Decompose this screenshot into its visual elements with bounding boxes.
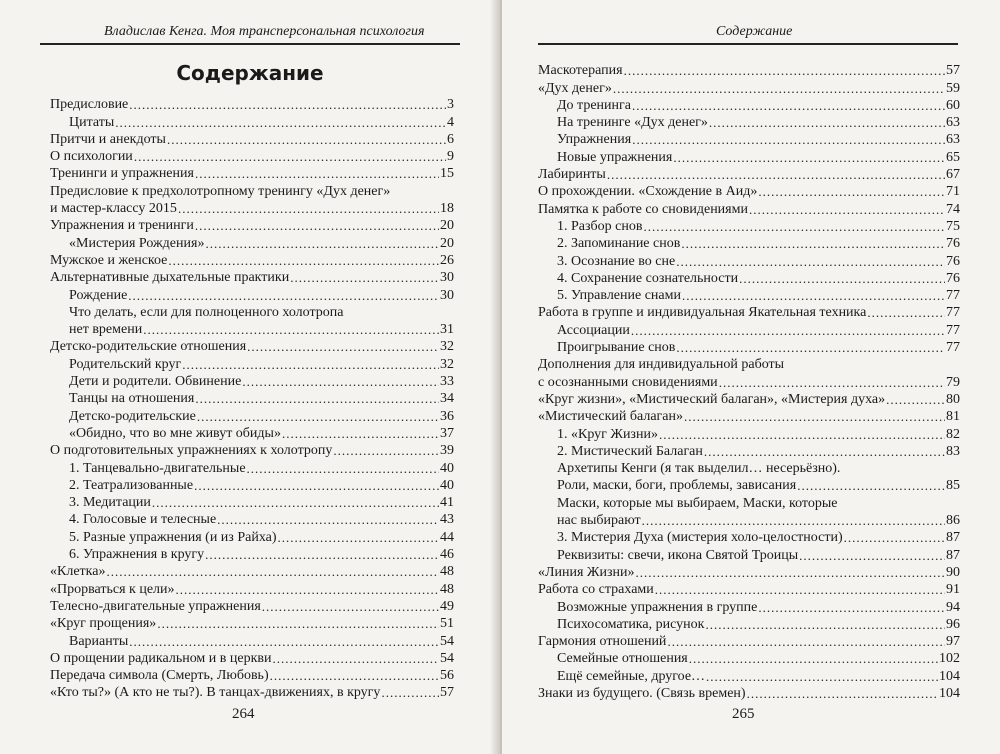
toc-entry-title: Психосоматика, рисунок — [557, 616, 705, 632]
toc-entry — [50, 286, 454, 303]
toc-leader-dots — [176, 581, 439, 598]
toc-leader-dots — [799, 547, 945, 564]
toc-entry-title: Предисловие к предхолотропному тренингу «Дух денег» — [50, 183, 391, 199]
toc-leader-dots — [886, 391, 945, 408]
toc-leader-dots — [178, 200, 439, 217]
toc-entry — [50, 442, 454, 459]
toc-entry-title: Рождение — [69, 287, 128, 303]
toc-entry-title: Детско-родительские отношения — [50, 339, 247, 355]
toc-leader-dots — [129, 96, 446, 113]
toc-entry-title: Лабиринты — [538, 167, 606, 183]
toc-entry — [50, 580, 454, 597]
toc-leader-dots — [205, 235, 439, 252]
toc-entry — [538, 321, 960, 338]
toc-entry-title: нас выбирают — [557, 513, 641, 529]
toc-entry-title: 2. Мистический Балаган — [557, 443, 703, 459]
toc-entry — [50, 113, 454, 130]
toc-entry-title: Проигрывание снов — [557, 340, 676, 356]
toc-entry — [50, 182, 454, 199]
toc-entry — [538, 356, 960, 373]
toc-leader-dots — [247, 460, 439, 477]
toc-entry-page: 18 — [440, 201, 454, 217]
toc-entry — [50, 494, 454, 511]
toc-entry-title: Телесно-двигательные упражнения — [50, 598, 261, 614]
toc-leader-dots — [705, 616, 945, 633]
toc-leader-dots — [758, 183, 945, 200]
toc-entry — [50, 217, 454, 234]
toc-entry-title: Ещё семейные, другое… — [557, 668, 706, 684]
toc-entry-page: 86 — [946, 513, 960, 529]
toc-entry — [538, 252, 960, 269]
toc-entry-page: 63 — [946, 115, 960, 131]
toc-entry — [50, 200, 454, 217]
toc-entry — [538, 114, 960, 131]
toc-entry-page: 43 — [440, 512, 454, 528]
toc-entry-page: 44 — [440, 529, 454, 545]
toc-entry-title: 5. Разные упражнения (и из Райха) — [69, 529, 277, 545]
toc-entry — [538, 97, 960, 114]
toc-entry — [50, 546, 454, 563]
toc-entry-page: 87 — [946, 530, 960, 546]
toc-entry-page: 4 — [447, 114, 454, 130]
toc-entry-title: Мужское и женское — [50, 252, 168, 268]
toc-leader-dots — [270, 667, 439, 684]
toc-entry — [538, 304, 960, 321]
toc-entry-title: Родительский круг — [69, 356, 182, 372]
toc-entry-page: 31 — [440, 322, 454, 338]
toc-entry-title: Реквизиты: свечи, икона Святой Троицы — [557, 547, 799, 563]
toc-entry-title: Цитаты — [69, 114, 115, 130]
toc-entry-title: Притчи и анекдоты — [50, 131, 166, 147]
toc-entry — [538, 512, 960, 529]
toc-entry-page: 57 — [440, 685, 454, 701]
toc-leader-dots — [635, 564, 945, 581]
toc-entry-page: 3 — [447, 97, 454, 113]
toc-entry-page: 6 — [447, 131, 454, 147]
header-rule-right — [538, 43, 958, 45]
toc-entry — [50, 528, 454, 545]
toc-entry-title: Предисловие — [50, 97, 129, 113]
toc-leader-dots — [205, 546, 439, 563]
toc-leader-dots — [278, 529, 439, 546]
toc-entry-title: с осознанными сновидениями — [538, 374, 718, 390]
toc-entry — [50, 650, 454, 667]
toc-entry-title: Альтернативные дыхательные практики — [50, 270, 290, 286]
toc-entry — [50, 234, 454, 251]
toc-entry — [538, 667, 960, 684]
toc-entry-title: 4. Сохранение сознательности — [557, 270, 739, 286]
toc-leader-dots — [195, 217, 439, 234]
toc-leader-dots — [706, 668, 938, 685]
toc-entry-page: 57 — [946, 63, 960, 79]
toc-entry-title: На тренинге «Дух денег» — [557, 115, 708, 131]
toc-entry-title: О прохождении. «Схождение в Аид» — [538, 184, 758, 200]
page-number-right: 265 — [732, 706, 755, 722]
toc-entry-title: «Круг прощения» — [50, 616, 157, 632]
toc-entry-title: Роли, маски, боги, проблемы, зависания — [557, 478, 797, 494]
toc-entry-title: «Линия Жизни» — [538, 564, 635, 580]
toc-entry-page: 91 — [946, 582, 960, 598]
toc-entry — [50, 390, 454, 407]
toc-entry-page: 76 — [946, 236, 960, 252]
toc-entry — [50, 355, 454, 372]
toc-entry-page: 75 — [946, 218, 960, 234]
toc-entry-page: 85 — [946, 478, 960, 494]
toc-leader-dots — [624, 62, 945, 79]
toc-entry-title: Тренинги и упражнения — [50, 166, 194, 182]
toc-entry-title: Работа со страхами — [538, 582, 654, 598]
toc-leader-dots — [128, 287, 439, 304]
toc-entry-page: 32 — [440, 339, 454, 355]
toc-entry-title: 2. Театрализованные — [69, 477, 194, 493]
toc-entry — [50, 598, 454, 615]
toc-entry-title: Маски, которые мы выбираем, Маски, которые — [557, 495, 838, 511]
toc-leader-dots — [709, 114, 945, 131]
toc-leader-dots — [758, 599, 945, 616]
toc-entry — [538, 148, 960, 165]
toc-leader-dots — [643, 218, 945, 235]
toc-leader-dots — [607, 166, 945, 183]
running-head-left: Владислав Кенга. Моя трансперсональная психология — [104, 24, 425, 39]
toc-entry-title: 3. Мистерия Духа (мистерия холо-целостности) — [557, 530, 843, 546]
toc-leader-dots — [673, 149, 945, 166]
toc-entry-page: 15 — [440, 166, 454, 182]
toc-leader-dots — [143, 321, 439, 338]
toc-leader-dots — [676, 253, 945, 270]
toc-entry-title: Передача символа (Смерть, Любовь) — [50, 668, 269, 684]
toc-entry-page: 51 — [440, 616, 454, 632]
toc-entry — [538, 443, 960, 460]
toc-entry — [50, 632, 454, 649]
toc-entry — [538, 494, 960, 511]
toc-leader-dots — [333, 442, 439, 459]
toc-entry-page: 20 — [440, 235, 454, 251]
toc-entry — [538, 546, 960, 563]
toc-entry-title: «Круг жизни», «Мистический балаган», «Мистерия духа» — [538, 391, 886, 407]
toc-entry-page: 77 — [946, 322, 960, 338]
toc-entry-title: 1. «Круг Жизни» — [557, 426, 658, 442]
toc-entry — [50, 373, 454, 390]
toc-leader-dots — [182, 356, 439, 373]
toc-entry — [538, 616, 960, 633]
toc-entry — [50, 252, 454, 269]
toc-leader-dots — [247, 338, 439, 355]
toc-entry — [538, 131, 960, 148]
toc-entry — [538, 529, 960, 546]
toc-entry-title: 4. Голосовые и телесные — [69, 512, 217, 528]
toc-leader-dots — [667, 633, 945, 650]
toc-leader-dots — [659, 426, 945, 443]
toc-entry-title: Танцы на отношения — [69, 391, 195, 407]
toc-leader-dots — [632, 131, 945, 148]
toc-leader-dots — [168, 252, 439, 269]
toc-leader-dots — [273, 650, 440, 667]
toc-entry-page: 60 — [946, 97, 960, 113]
toc-leader-dots — [632, 97, 945, 114]
toc-entry-title: Детско-родительские — [69, 408, 196, 424]
toc-leader-dots — [129, 633, 439, 650]
toc-entry-page: 76 — [946, 270, 960, 286]
toc-leader-dots — [684, 408, 945, 425]
toc-entry — [538, 650, 960, 667]
toc-entry — [538, 425, 960, 442]
toc-leader-dots — [747, 685, 938, 702]
toc-entry-page: 63 — [946, 132, 960, 148]
toc-entry — [538, 79, 960, 96]
toc-entry-title: Дети и родители. Обвинение — [69, 374, 242, 390]
toc-leader-dots — [655, 581, 945, 598]
toc-entry — [50, 477, 454, 494]
toc-list-left — [50, 96, 454, 701]
toc-entry — [538, 235, 960, 252]
right-page — [502, 0, 1000, 754]
toc-entry-page: 82 — [946, 426, 960, 442]
toc-entry-title: О психологии — [50, 149, 133, 165]
toc-entry-title: Новые упражнения — [557, 149, 673, 165]
toc-leader-dots — [134, 148, 446, 165]
toc-leader-dots — [797, 477, 945, 494]
toc-leader-dots — [749, 201, 945, 218]
toc-entry-title: О прощении радикальном и в церкви — [50, 650, 272, 666]
toc-entry — [538, 391, 960, 408]
toc-entry-page: 83 — [946, 443, 960, 459]
toc-leader-dots — [282, 425, 439, 442]
toc-entry-page: 87 — [946, 547, 960, 563]
toc-entry — [50, 511, 454, 528]
toc-leader-dots — [167, 131, 446, 148]
toc-entry-title: Упражнения — [557, 132, 632, 148]
toc-entry-page: 49 — [440, 598, 454, 614]
toc-entry-title: «Дух денег» — [538, 80, 612, 96]
toc-leader-dots — [704, 443, 945, 460]
toc-entry-page: 67 — [946, 167, 960, 183]
toc-entry — [50, 338, 454, 355]
toc-entry-title: и мастер-классу 2015 — [50, 201, 177, 217]
toc-entry-title: Маскотерапия — [538, 63, 623, 79]
toc-leader-dots — [682, 287, 945, 304]
toc-entry-page: 90 — [946, 564, 960, 580]
toc-entry-title: Варианты — [69, 633, 129, 649]
toc-entry-page: 26 — [440, 252, 454, 268]
toc-leader-dots — [844, 529, 945, 546]
toc-entry-title: Возможные упражнения в группе — [557, 599, 758, 615]
toc-leader-dots — [106, 563, 439, 580]
toc-entry-page: 48 — [440, 564, 454, 580]
toc-entry-title: 6. Упражнения в кругу — [69, 547, 205, 563]
toc-entry-page: 94 — [946, 599, 960, 615]
toc-entry — [538, 183, 960, 200]
toc-leader-dots — [739, 270, 945, 287]
toc-entry-page: 34 — [440, 391, 454, 407]
toc-entry-title: «Прорваться к цели» — [50, 581, 175, 597]
toc-entry — [538, 218, 960, 235]
toc-entry-page: 97 — [946, 634, 960, 650]
toc-entry — [50, 304, 454, 321]
toc-entry-title: Дополнения для индивидуальной работы — [538, 357, 785, 373]
toc-entry-title: Упражнения и тренинги — [50, 218, 194, 234]
toc-entry-page: 74 — [946, 201, 960, 217]
toc-entry-page: 59 — [946, 80, 960, 96]
toc-entry-title: Работа в группе и индивидуальная Якательная техника — [538, 305, 867, 321]
toc-leader-dots — [262, 598, 439, 615]
toc-entry — [50, 425, 454, 442]
toc-entry-page: 76 — [946, 253, 960, 269]
toc-leader-dots — [115, 114, 446, 131]
toc-leader-dots — [194, 477, 439, 494]
toc-entry-page: 46 — [440, 547, 454, 563]
toc-entry-page: 104 — [939, 685, 960, 701]
toc-entry — [50, 321, 454, 338]
toc-entry — [50, 165, 454, 182]
toc-entry-title: «Мистерия Рождения» — [69, 235, 205, 251]
toc-entry-page: 77 — [946, 305, 960, 321]
toc-entry-page: 96 — [946, 616, 960, 632]
toc-entry-title: Архетипы Кенги (я так выделил… несерьёзно). — [557, 461, 841, 477]
toc-entry-title: «Кто ты?» (А кто не ты?). В танцах-движениях, в кругу — [50, 685, 381, 701]
toc-entry-page: 104 — [939, 668, 960, 684]
toc-entry-page: 77 — [946, 288, 960, 304]
running-head-right: Содержание — [716, 24, 793, 39]
toc-list-right — [538, 62, 960, 702]
toc-entry-page: 81 — [946, 409, 960, 425]
toc-leader-dots — [631, 322, 945, 339]
toc-entry-title: нет времени — [69, 322, 143, 338]
toc-entry-title: 2. Запоминание снов — [557, 236, 681, 252]
toc-entry-page: 37 — [440, 425, 454, 441]
toc-entry-page: 41 — [440, 495, 454, 511]
toc-entry — [50, 684, 454, 701]
toc-entry — [538, 581, 960, 598]
toc-entry — [538, 166, 960, 183]
toc-leader-dots — [689, 650, 938, 667]
toc-entry-page: 9 — [447, 149, 454, 165]
toc-entry-title: Что делать, если для полноценного холотропа — [69, 304, 344, 320]
toc-leader-dots — [242, 373, 439, 390]
toc-leader-dots — [197, 408, 439, 425]
toc-entry-page: 30 — [440, 270, 454, 286]
toc-leader-dots — [642, 512, 945, 529]
toc-entry-title: 1. Разбор снов — [557, 218, 643, 234]
toc-leader-dots — [195, 165, 439, 182]
toc-entry-page: 79 — [946, 374, 960, 390]
toc-leader-dots — [152, 494, 439, 511]
toc-entry-page: 40 — [440, 477, 454, 493]
toc-entry — [538, 339, 960, 356]
toc-entry-page: 54 — [440, 650, 454, 666]
toc-entry — [538, 598, 960, 615]
toc-entry-page: 56 — [440, 668, 454, 684]
toc-entry — [538, 270, 960, 287]
toc-entry-page: 54 — [440, 633, 454, 649]
toc-entry-page: 36 — [440, 408, 454, 424]
toc-entry-title: Знаки из будущего. (Связь времен) — [538, 685, 746, 701]
toc-entry-title: 3. Осознание во сне — [557, 253, 676, 269]
page-number-left: 264 — [232, 706, 255, 722]
toc-entry-page: 33 — [440, 374, 454, 390]
toc-entry-title: 5. Управление снами — [557, 288, 681, 304]
toc-entry — [538, 373, 960, 390]
toc-entry — [538, 685, 960, 702]
toc-leader-dots — [681, 235, 945, 252]
toc-entry-page: 65 — [946, 149, 960, 165]
toc-entry-page: 77 — [946, 340, 960, 356]
toc-entry-title: «Обидно, что во мне живут обиды» — [69, 425, 281, 441]
toc-leader-dots — [195, 390, 439, 407]
left-page — [0, 0, 498, 754]
toc-entry-title: Ассоциации — [557, 322, 630, 338]
toc-entry — [538, 408, 960, 425]
toc-entry-page: 20 — [440, 218, 454, 234]
toc-entry-title: О подготовительных упражнениях к холотропу — [50, 443, 333, 459]
toc-leader-dots — [381, 684, 439, 701]
toc-entry — [50, 563, 454, 580]
toc-entry-title: 1. Танцевально-двигательные — [69, 460, 246, 476]
toc-entry — [50, 269, 454, 286]
toc-entry — [50, 667, 454, 684]
toc-entry-title: «Клетка» — [50, 564, 106, 580]
header-rule-left — [40, 43, 460, 45]
page-title: Содержание — [176, 61, 324, 85]
toc-entry — [538, 460, 960, 477]
toc-entry-page: 39 — [440, 443, 454, 459]
toc-entry — [50, 96, 454, 113]
toc-leader-dots — [867, 304, 945, 321]
toc-entry — [538, 62, 960, 79]
toc-leader-dots — [157, 615, 439, 632]
toc-leader-dots — [290, 269, 439, 286]
toc-entry-page: 48 — [440, 581, 454, 597]
toc-entry-page: 32 — [440, 356, 454, 372]
toc-entry-page: 71 — [946, 184, 960, 200]
toc-entry — [538, 477, 960, 494]
toc-entry-title: До тренинга — [557, 97, 631, 113]
toc-entry-page: 80 — [946, 391, 960, 407]
toc-entry-page: 30 — [440, 287, 454, 303]
toc-entry — [50, 131, 454, 148]
toc-entry — [50, 459, 454, 476]
toc-entry — [538, 564, 960, 581]
toc-entry — [50, 615, 454, 632]
toc-leader-dots — [217, 511, 439, 528]
toc-entry — [538, 633, 960, 650]
toc-entry — [538, 287, 960, 304]
toc-entry — [50, 407, 454, 424]
toc-entry — [538, 200, 960, 217]
toc-leader-dots — [719, 374, 945, 391]
toc-entry-title: Семейные отношения — [557, 651, 688, 667]
toc-entry — [50, 148, 454, 165]
toc-entry-title: 3. Медитации — [69, 495, 151, 511]
toc-entry-title: «Мистический балаган» — [538, 409, 683, 425]
toc-leader-dots — [676, 339, 945, 356]
toc-entry-title: Памятка к работе со сновидениями — [538, 201, 748, 217]
toc-entry-page: 40 — [440, 460, 454, 476]
toc-entry-title: Гармония отношений — [538, 634, 667, 650]
toc-leader-dots — [613, 80, 945, 97]
toc-entry-page: 102 — [939, 651, 960, 667]
